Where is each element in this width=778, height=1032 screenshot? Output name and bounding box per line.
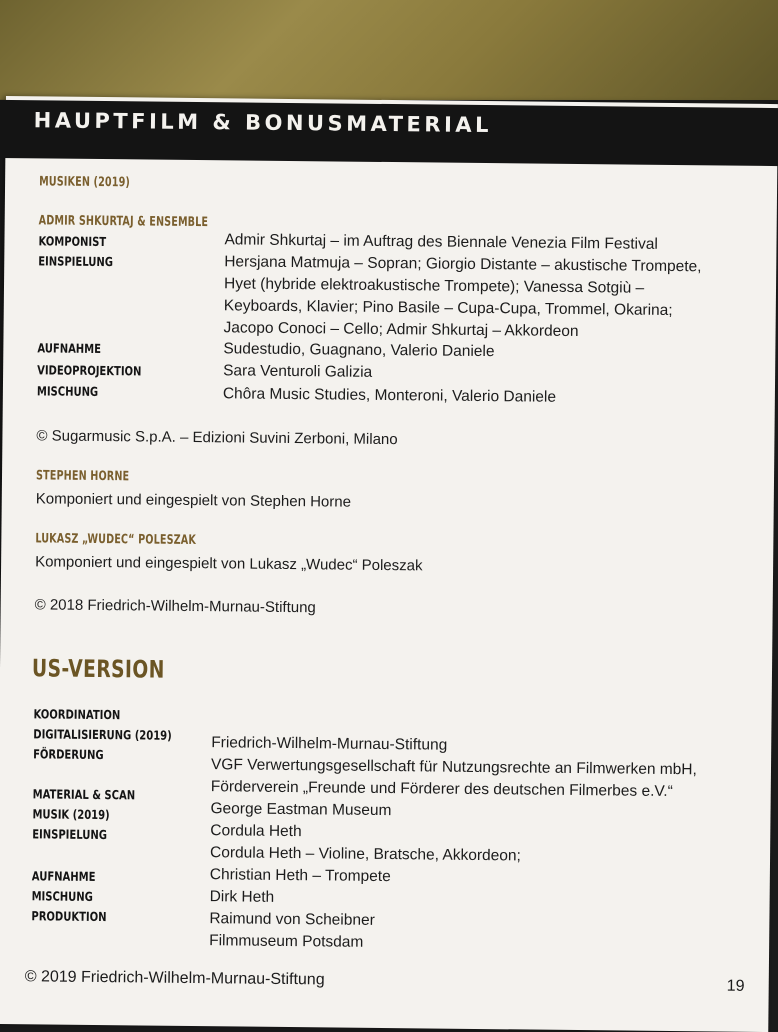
musiken-heading: MUSIKEN (2019) bbox=[39, 174, 131, 191]
us-value-7: Christian Heth – Trompete bbox=[209, 866, 391, 886]
us-value-10: Filmmuseum Potsdam bbox=[209, 932, 364, 951]
label-musik: MUSIK (2019) bbox=[32, 806, 110, 823]
mischung-value: Chôra Music Studies, Monteroni, Valerio Daniele bbox=[222, 385, 557, 406]
label-videoprojektion: VIDEOPROJEKTION bbox=[37, 362, 142, 379]
komponist-value: Admir Shkurtaj – im Auftrag des Biennale Venezia Film Festival bbox=[224, 231, 658, 253]
sugarmusic-copyright: © Sugarmusic S.p.A. – Edizioni Suvini Zerboni, Milano bbox=[36, 427, 398, 449]
us-value-4: George Eastman Museum bbox=[210, 800, 392, 820]
label-mischung: MISCHUNG bbox=[36, 383, 99, 399]
us-value-3: Förderverein „Freunde und Förderer des deutschen Filmerbes e.V.“ bbox=[210, 778, 673, 801]
poleszak-text: Komponiert und eingespielt von Lukasz „Wudec“ Poleszak bbox=[35, 553, 423, 575]
einspielung-line-4: Jacopo Conoci – Cello; Admir Shkurtaj – Akkordeon bbox=[223, 319, 579, 341]
label-koordination: KOORDINATION bbox=[33, 706, 121, 723]
horne-heading: STEPHEN HORNE bbox=[35, 468, 130, 485]
label-produktion: PRODUKTION bbox=[31, 908, 107, 925]
einspielung-line-1: Hersjana Matmuja – Sopran; Giorgio Distante – akustische Trompete, bbox=[224, 253, 702, 276]
einspielung-line-2: Hyet (hybride elektroakustische Trompete); Vanessa Sotgiù – bbox=[223, 275, 645, 297]
us-value-1: Friedrich-Wilhelm-Murnau-Stiftung bbox=[211, 734, 448, 754]
label-digitalisierung: DIGITALISIERUNG (2019) bbox=[33, 726, 172, 743]
einspielung-line-3: Keyboards, Klavier; Pino Basile – Cupa-Cupa, Trommel, Okarina; bbox=[223, 297, 673, 319]
videoprojektion-value: Sara Venturoli Galizia bbox=[223, 362, 373, 381]
us-value-8: Dirk Heth bbox=[209, 888, 275, 906]
page-header-title: HAUPTFILM & BONUSMATERIAL bbox=[33, 108, 493, 138]
us-version-heading: US-VERSION bbox=[31, 654, 165, 684]
header-band bbox=[0, 100, 778, 166]
label-material-scan: MATERIAL & SCAN bbox=[32, 786, 136, 803]
us-value-2: VGF Verwertungsgesellschaft für Nutzungsrechte an Filmwerken mbH, bbox=[210, 756, 697, 779]
document-page bbox=[0, 96, 778, 1032]
label-aufnahme-us: AUFNAHME bbox=[31, 868, 96, 884]
murnau-copyright-2018: © 2018 Friedrich-Wilhelm-Murnau-Stiftung bbox=[34, 596, 316, 617]
us-value-6: Cordula Heth – Violine, Bratsche, Akkordeon; bbox=[209, 844, 521, 865]
label-einspielung-us: EINSPIELUNG bbox=[32, 826, 108, 843]
poleszak-heading: LUKASZ „WUDEC“ POLESZAK bbox=[35, 531, 197, 549]
label-einspielung: EINSPIELUNG bbox=[38, 253, 114, 270]
horne-text: Komponiert und eingespielt von Stephen Horne bbox=[35, 490, 352, 511]
book-cover-background bbox=[0, 0, 778, 100]
label-aufnahme: AUFNAHME bbox=[37, 340, 102, 357]
us-value-5: Cordula Heth bbox=[210, 822, 302, 841]
page-number: 19 bbox=[726, 977, 745, 995]
aufnahme-value: Sudestudio, Guagnano, Valerio Daniele bbox=[223, 340, 495, 361]
label-komponist: KOMPONIST bbox=[38, 233, 107, 250]
label-foerderung: FÖRDERUNG bbox=[33, 746, 104, 763]
admir-heading: ADMIR SHKURTAJ & ENSEMBLE bbox=[38, 213, 209, 231]
label-mischung-us: MISCHUNG bbox=[31, 888, 93, 904]
us-value-9: Raimund von Scheibner bbox=[209, 910, 375, 929]
murnau-copyright-2019: © 2019 Friedrich-Wilhelm-Murnau-Stiftung bbox=[24, 968, 325, 989]
